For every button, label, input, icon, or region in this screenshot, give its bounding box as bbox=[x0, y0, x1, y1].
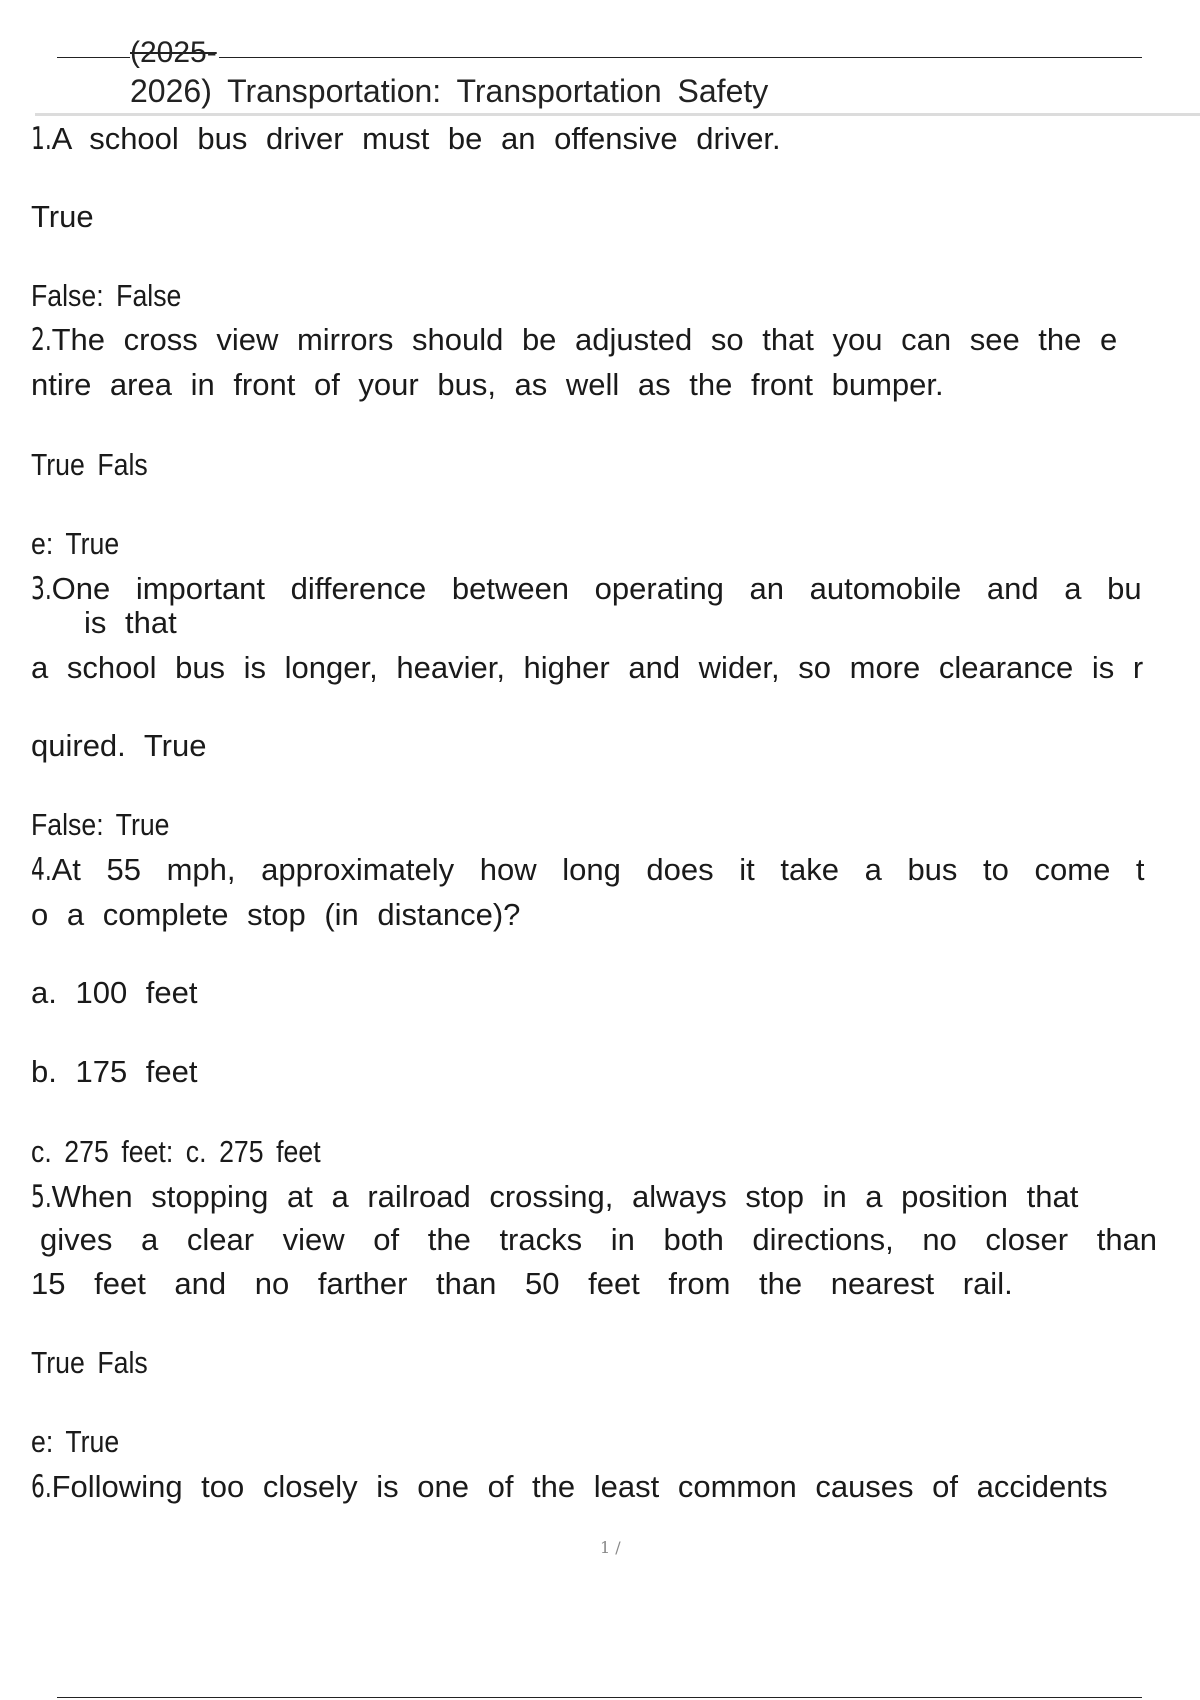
question-1-answer: False: False bbox=[31, 278, 182, 313]
top-rule bbox=[57, 57, 1142, 58]
question-4-prompt-line-2: o a complete stop (in distance)? bbox=[31, 897, 521, 932]
page-title-line-1: (2025- bbox=[130, 36, 217, 69]
question-1-prompt: A school bus driver must be an offensive driver. bbox=[51, 121, 781, 156]
question-3-prompt-line-2: is that bbox=[84, 605, 177, 640]
question-6-text bbox=[31, 1468, 1108, 1506]
question-5-prompt-line-3: 15 feet and no farther than 50 feet from the nearest rail. bbox=[31, 1266, 1013, 1301]
question-2-number: 2. bbox=[31, 322, 52, 358]
question-2-prompt-line-2: ntire area in front of your bus, as well as the front bumper. bbox=[31, 367, 944, 402]
question-2-options: True Fals bbox=[31, 447, 148, 482]
question-2-prompt-line-1: The cross view mirrors should be adjusted so that you can see the e bbox=[51, 322, 1118, 357]
question-1-number: 1. bbox=[31, 121, 52, 157]
question-3-prompt-line-1: One important difference between operating an automobile and a bu bbox=[51, 571, 1142, 606]
header-divider bbox=[35, 113, 1200, 116]
question-5-prompt-line-2: gives a clear view of the tracks in both directions, no closer than bbox=[40, 1222, 1158, 1257]
question-2-answer: e: True bbox=[31, 526, 120, 561]
question-5-prompt-line-1: When stopping at a railroad crossing, always stop in a position that bbox=[51, 1179, 1079, 1214]
page-number: 1 / bbox=[600, 1538, 621, 1557]
question-3-number: 3. bbox=[31, 571, 52, 607]
question-4-answer: c. 275 feet: c. 275 feet bbox=[31, 1134, 321, 1169]
question-1-text bbox=[31, 120, 781, 158]
bottom-rule bbox=[57, 1697, 1142, 1698]
question-3-text bbox=[31, 570, 1142, 608]
question-4-option-b: b. 175 feet bbox=[31, 1054, 198, 1089]
question-3-prompt-line-4: quired. True bbox=[31, 728, 207, 763]
question-1-option-true: True bbox=[31, 199, 94, 234]
question-4-prompt-line-1: At 55 mph, approximately how long does it take a bus to come t bbox=[51, 852, 1145, 887]
question-3-answer: False: True bbox=[31, 807, 170, 842]
question-2-text bbox=[31, 321, 1117, 359]
question-5-options: True Fals bbox=[31, 1345, 148, 1380]
question-6-prompt-line-1: Following too closely is one of the least common causes of accidents bbox=[51, 1469, 1108, 1504]
question-4-number: 4. bbox=[31, 852, 52, 888]
question-3-prompt-line-3: a school bus is longer, heavier, higher and wider, so more clearance is r bbox=[31, 650, 1144, 685]
question-6-number: 6. bbox=[31, 1469, 52, 1505]
page-title-line-2: 2026) Transportation: Transportation Safety bbox=[130, 73, 769, 109]
question-4-option-a: a. 100 feet bbox=[31, 975, 198, 1010]
question-5-number: 5. bbox=[31, 1179, 52, 1215]
question-5-text bbox=[31, 1178, 1078, 1216]
question-5-answer: e: True bbox=[31, 1424, 120, 1459]
question-4-text bbox=[31, 851, 1145, 889]
